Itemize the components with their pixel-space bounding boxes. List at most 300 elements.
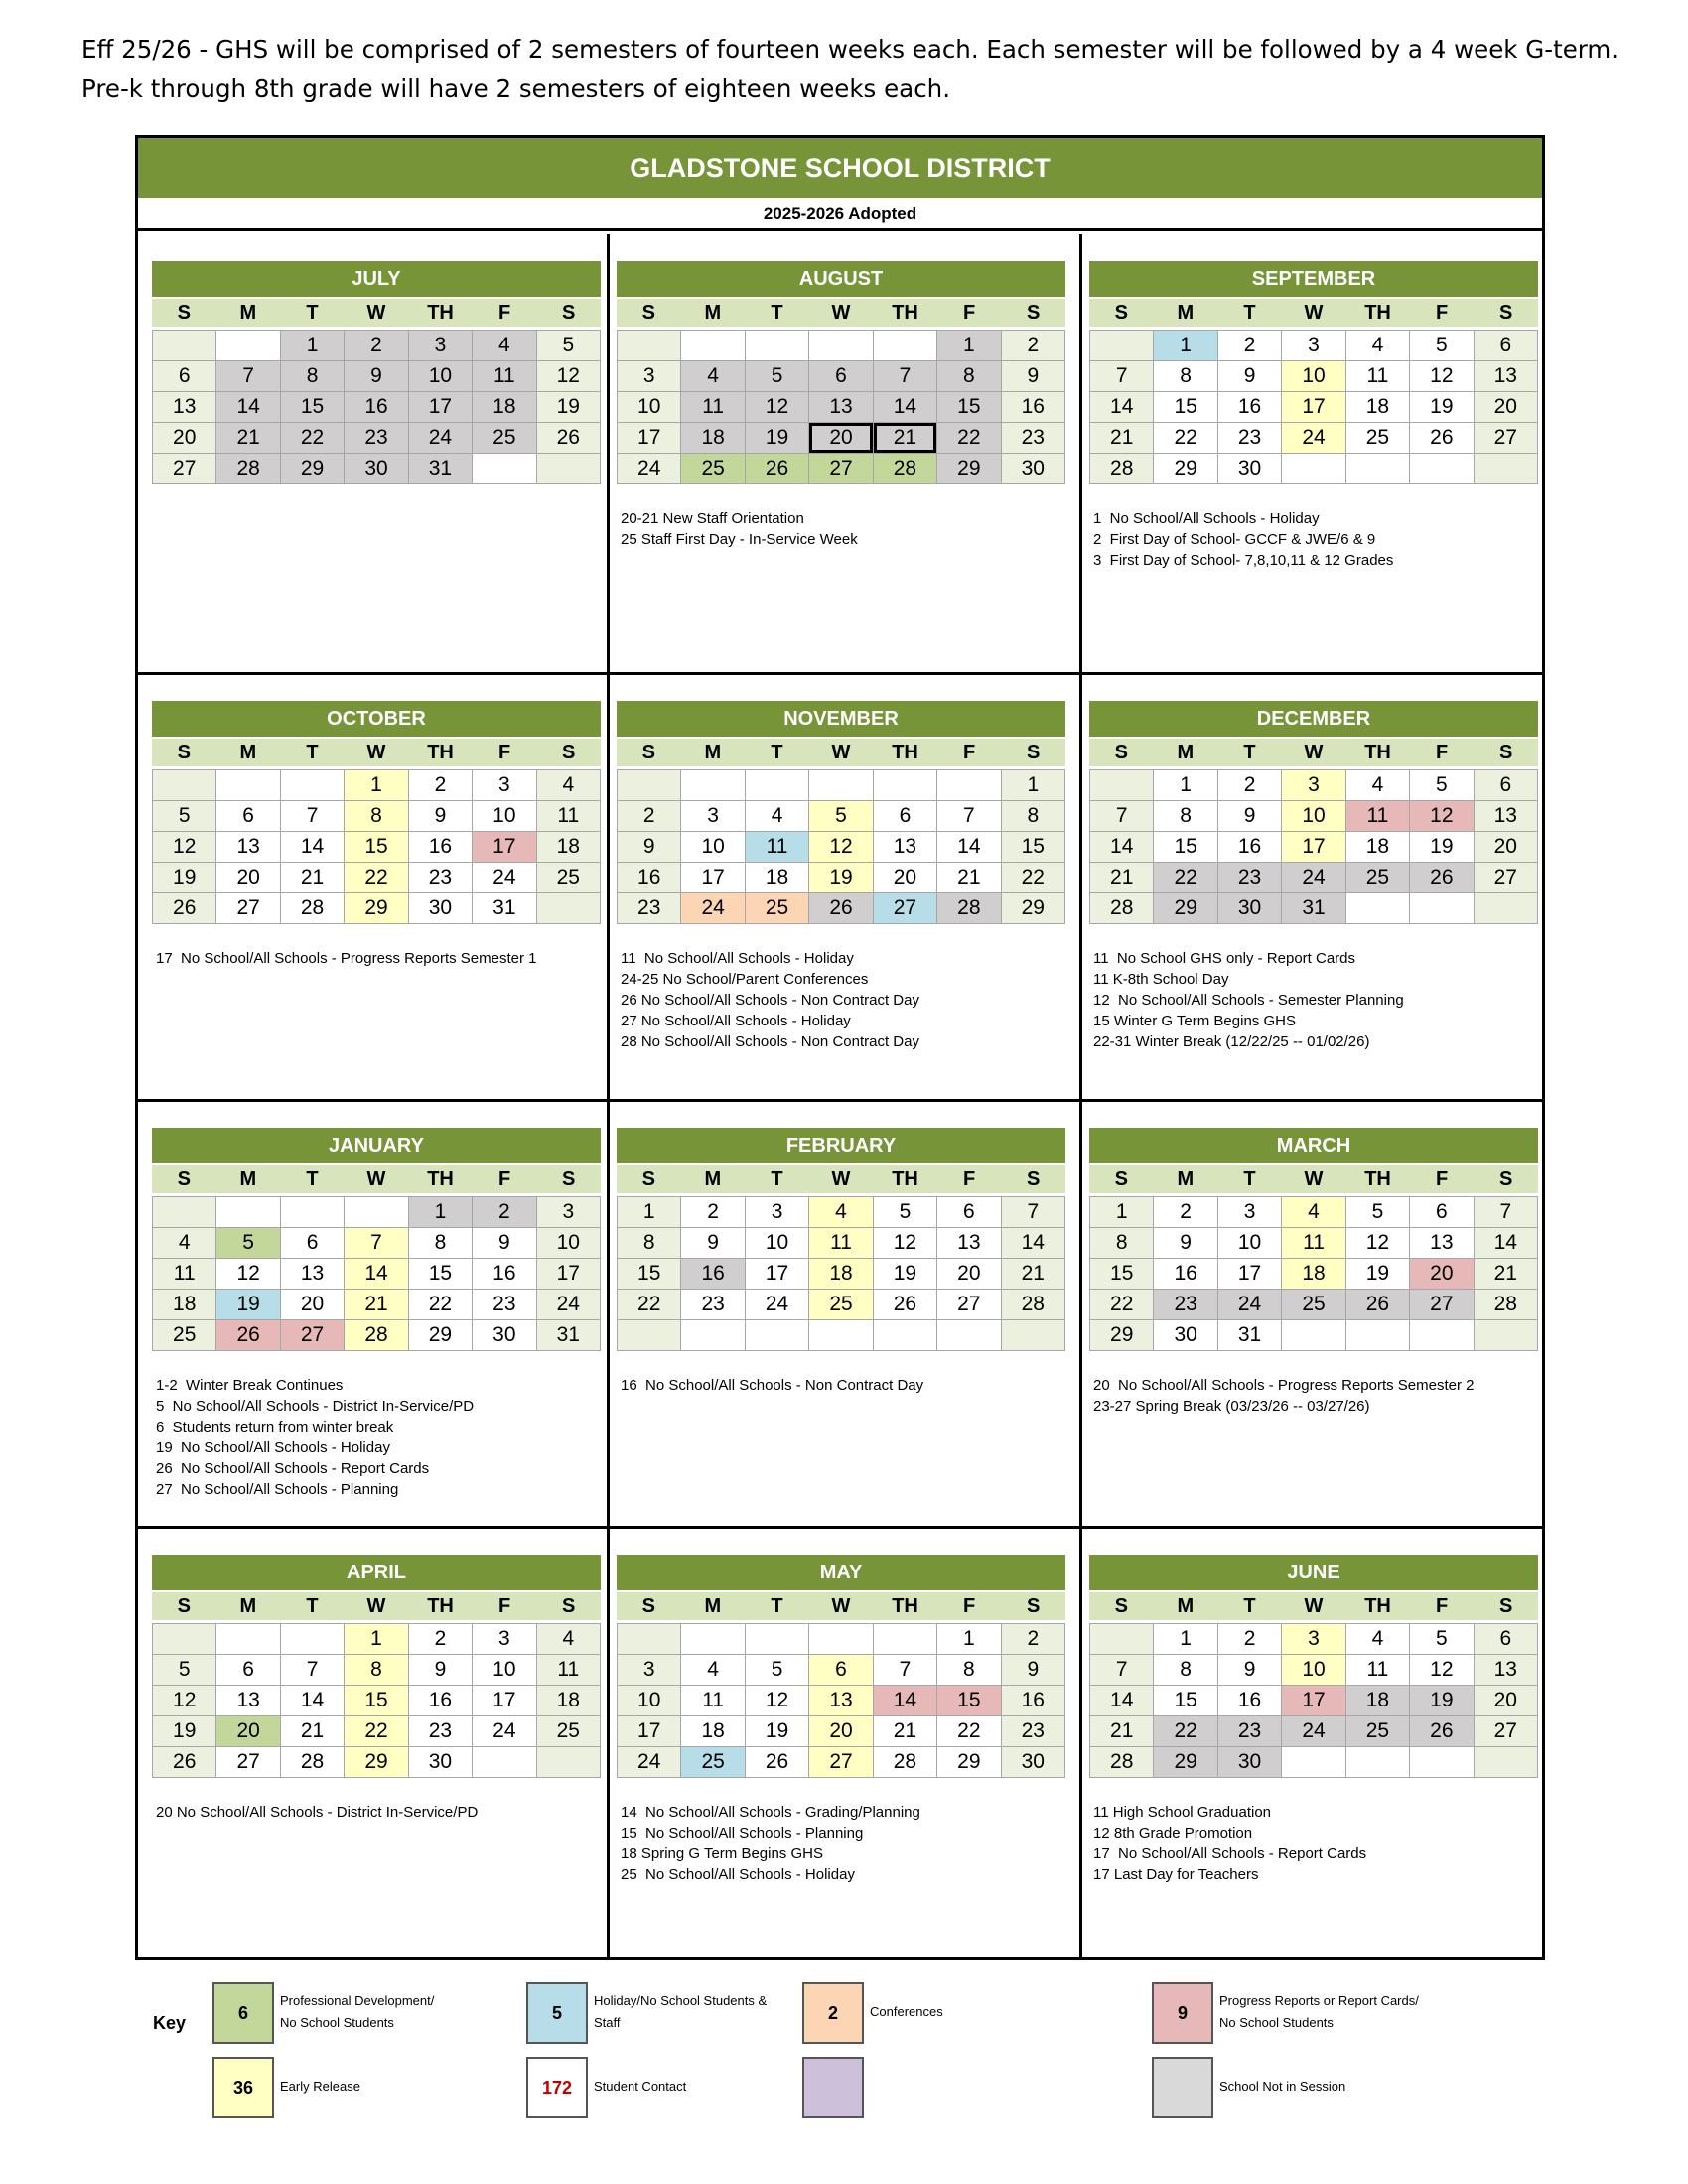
empty-day-cell [473, 1747, 536, 1778]
day-cell: 15 [1154, 1686, 1217, 1716]
day-cell: 15 [1002, 832, 1065, 863]
day-cell: 25 [153, 1320, 216, 1351]
day-cell: 10 [409, 361, 473, 392]
day-cell: 7 [281, 801, 345, 832]
empty-day-cell [153, 1624, 216, 1655]
weekday-label: S [1499, 1594, 1513, 1617]
empty-day-cell [874, 770, 937, 801]
key-label: Key [153, 2013, 187, 2033]
empty-day-cell [216, 770, 280, 801]
day-cell: 24 [537, 1290, 601, 1320]
day-cell: 28 [937, 893, 1001, 924]
day-cell: 28 [1090, 893, 1154, 924]
day-cell: 16 [1002, 392, 1065, 423]
day-cell: 4 [746, 801, 809, 832]
day-cell: 24 [473, 1716, 536, 1747]
day-cell: 23 [1218, 423, 1282, 454]
legend-swatch: 2 [802, 1982, 864, 2044]
month-note: 5 No School/All Schools - District In-Service/PD [156, 1398, 475, 1415]
day-cell: 10 [746, 1228, 809, 1259]
day-cell: 22 [1154, 1716, 1217, 1747]
day-cell: 25 [1346, 863, 1410, 893]
day-cell: 16 [1218, 832, 1282, 863]
day-cell: 18 [681, 423, 745, 454]
day-cell: 24 [681, 893, 745, 924]
weekday-label: W [831, 741, 851, 763]
day-cell: 29 [409, 1320, 473, 1351]
day-grid [617, 330, 1065, 484]
month-title: MARCH [1089, 1128, 1538, 1163]
day-cell: 27 [809, 454, 873, 484]
day-cell: 26 [1410, 863, 1474, 893]
day-cell: 23 [409, 863, 473, 893]
day-cell: 26 [809, 893, 873, 924]
weekday-label: F [498, 1594, 511, 1617]
empty-day-cell [809, 1320, 873, 1351]
empty-day-cell [681, 1320, 745, 1351]
day-cell: 10 [537, 1228, 601, 1259]
weekday-label: T [771, 1167, 783, 1190]
month-notes [152, 948, 601, 969]
day-cell: 12 [746, 392, 809, 423]
weekday-header [617, 297, 1065, 327]
day-cell: 5 [874, 1197, 937, 1228]
day-cell: 19 [1410, 832, 1474, 863]
weekday-label: S [641, 1167, 655, 1190]
month-note: 17 No School/All Schools - Report Cards [1093, 1845, 1367, 1862]
weekday-label: TH [427, 741, 454, 763]
day-cell: 29 [345, 1747, 408, 1778]
day-cell: 10 [1218, 1228, 1282, 1259]
day-cell: 19 [537, 392, 601, 423]
legend-label: Holiday/No School Students & Staff [594, 1993, 768, 2030]
day-cell: 11 [746, 832, 809, 863]
day-cell: 17 [1282, 392, 1345, 423]
day-grid [1089, 330, 1538, 484]
weekday-label: S [177, 741, 191, 763]
day-cell: 5 [1410, 770, 1474, 801]
day-cell: 7 [281, 1655, 345, 1686]
day-cell: 7 [1090, 1655, 1154, 1686]
weekday-label: M [704, 741, 722, 763]
day-cell: 21 [281, 863, 345, 893]
day-cell: 12 [537, 361, 601, 392]
day-cell: 31 [537, 1320, 601, 1351]
day-cell: 19 [874, 1259, 937, 1290]
day-cell: 7 [1090, 361, 1154, 392]
day-cell: 19 [1346, 1259, 1410, 1290]
day-cell: 7 [874, 1655, 937, 1686]
day-cell: 6 [1475, 770, 1538, 801]
day-cell: 11 [1346, 361, 1410, 392]
month-note: 26 No School/All Schools - Non Contract Day [621, 992, 919, 1009]
day-cell: 17 [1282, 832, 1345, 863]
day-cell: 25 [473, 423, 536, 454]
day-cell: 27 [809, 1747, 873, 1778]
day-cell: 6 [216, 1655, 280, 1686]
weekday-label: F [498, 301, 511, 324]
day-cell: 26 [537, 423, 601, 454]
empty-day-cell [937, 770, 1001, 801]
weekday-label: M [704, 1594, 722, 1617]
month-october [152, 701, 601, 969]
month-note: 22-31 Winter Break (12/22/25 -- 01/02/26) [1093, 1033, 1370, 1050]
weekday-label: M [239, 1594, 257, 1617]
day-cell: 12 [153, 1686, 216, 1716]
weekday-label: W [366, 741, 386, 763]
month-note: 14 No School/All Schools - Grading/Planning [621, 1804, 920, 1821]
day-cell: 13 [1410, 1228, 1474, 1259]
day-cell: 1 [409, 1197, 473, 1228]
day-cell: 18 [1346, 392, 1410, 423]
day-cell: 28 [216, 454, 280, 484]
day-cell: 2 [618, 801, 681, 832]
day-cell: 12 [809, 832, 873, 863]
day-cell: 29 [1090, 1320, 1154, 1351]
month-title: NOVEMBER [617, 701, 1065, 737]
day-cell: 30 [1002, 1747, 1065, 1778]
day-cell: 17 [473, 832, 536, 863]
day-cell: 2 [409, 1624, 473, 1655]
weekday-label: F [1436, 301, 1449, 324]
day-cell: 20 [809, 1716, 873, 1747]
day-cell: 29 [1002, 893, 1065, 924]
empty-day-cell [618, 1624, 681, 1655]
month-notes [152, 1802, 601, 1823]
day-cell: 20 [1410, 1259, 1474, 1290]
day-cell: 24 [1282, 423, 1345, 454]
calendar-frame [135, 135, 1545, 1960]
empty-day-cell [216, 331, 280, 361]
day-cell: 20 [874, 863, 937, 893]
day-cell: 19 [1410, 392, 1474, 423]
weekday-label: W [831, 1594, 851, 1617]
month-note: 6 Students return from winter break [156, 1419, 394, 1435]
day-cell: 4 [681, 1655, 745, 1686]
day-cell: 17 [618, 423, 681, 454]
day-cell: 15 [345, 1686, 408, 1716]
day-cell: 16 [1218, 1686, 1282, 1716]
day-cell: 20 [216, 863, 280, 893]
day-cell: 23 [409, 1716, 473, 1747]
day-cell: 9 [1002, 1655, 1065, 1686]
day-cell: 20 [1475, 392, 1538, 423]
legend-swatch: 9 [1152, 1982, 1213, 2044]
month-notes [1089, 508, 1538, 571]
day-cell: 21 [1090, 1716, 1154, 1747]
day-cell: 20 [1475, 832, 1538, 863]
month-note: 19 No School/All Schools - Holiday [156, 1439, 390, 1456]
day-cell: 2 [1218, 770, 1282, 801]
weekday-header [1089, 1590, 1538, 1620]
day-cell: 13 [216, 832, 280, 863]
empty-day-cell [281, 1197, 345, 1228]
month-december [1089, 701, 1538, 1052]
day-cell: 18 [681, 1716, 745, 1747]
day-cell: 12 [216, 1259, 280, 1290]
weekday-label: TH [1364, 1594, 1391, 1617]
day-cell: 13 [937, 1228, 1001, 1259]
day-cell: 7 [1090, 801, 1154, 832]
day-cell: 15 [1090, 1259, 1154, 1290]
day-cell: 1 [1154, 331, 1217, 361]
day-cell: 14 [874, 392, 937, 423]
empty-day-cell [874, 331, 937, 361]
day-cell: 4 [537, 770, 601, 801]
day-cell: 2 [681, 1197, 745, 1228]
day-cell: 25 [1346, 423, 1410, 454]
day-cell: 20 [937, 1259, 1001, 1290]
day-cell: 10 [618, 392, 681, 423]
empty-day-cell [216, 1197, 280, 1228]
empty-day-cell [153, 331, 216, 361]
weekday-header [617, 1163, 1065, 1193]
empty-day-cell [1090, 770, 1154, 801]
empty-day-cell [746, 1320, 809, 1351]
day-cell: 8 [345, 1655, 408, 1686]
empty-day-cell [746, 1624, 809, 1655]
month-title: APRIL [152, 1555, 601, 1590]
day-cell: 6 [874, 801, 937, 832]
weekday-label: T [306, 1594, 319, 1617]
day-cell: 22 [937, 423, 1001, 454]
month-notes [1089, 1375, 1538, 1417]
weekday-label: M [239, 1167, 257, 1190]
day-cell: 5 [153, 1655, 216, 1686]
legend-swatch [802, 2057, 864, 2118]
day-cell: 29 [1154, 1747, 1217, 1778]
day-cell: 28 [281, 1747, 345, 1778]
month-note: 28 No School/All Schools - Non Contract Day [621, 1033, 919, 1050]
day-cell: 31 [1218, 1320, 1282, 1351]
weekday-label: S [562, 1167, 576, 1190]
weekday-label: TH [892, 301, 918, 324]
weekday-label: F [1436, 1594, 1449, 1617]
day-cell: 14 [1090, 1686, 1154, 1716]
day-cell: 22 [1090, 1290, 1154, 1320]
weekday-label: S [1027, 301, 1041, 324]
day-cell: 27 [1410, 1290, 1474, 1320]
day-cell: 3 [409, 331, 473, 361]
month-note: 15 No School/All Schools - Planning [621, 1825, 864, 1842]
day-cell: 9 [409, 801, 473, 832]
day-cell: 26 [746, 454, 809, 484]
day-cell: 7 [1002, 1197, 1065, 1228]
legend-label: Professional Development/ No School Students [280, 1993, 435, 2030]
day-cell: 12 [1410, 801, 1474, 832]
weekday-label: F [963, 741, 976, 763]
month-april [152, 1555, 601, 1823]
day-cell: 8 [937, 361, 1001, 392]
day-cell: 23 [681, 1290, 745, 1320]
empty-day-cell [809, 1624, 873, 1655]
day-grid [1089, 1623, 1538, 1778]
month-title: JULY [152, 261, 601, 297]
month-note: 25 Staff First Day - In-Service Week [621, 531, 858, 548]
day-cell: 19 [153, 863, 216, 893]
day-cell: 18 [537, 832, 601, 863]
empty-day-cell [216, 1624, 280, 1655]
day-cell: 9 [681, 1228, 745, 1259]
empty-day-cell [537, 893, 601, 924]
day-cell: 27 [281, 1320, 345, 1351]
empty-day-cell [1282, 454, 1345, 484]
district-title: GLADSTONE SCHOOL DISTRICT [138, 138, 1542, 198]
empty-day-cell [537, 1747, 601, 1778]
day-cell: 12 [1410, 361, 1474, 392]
empty-day-cell [809, 331, 873, 361]
day-grid [152, 330, 601, 484]
day-cell: 8 [1154, 361, 1217, 392]
weekday-label: S [641, 1594, 655, 1617]
empty-day-cell [281, 770, 345, 801]
empty-day-cell [1475, 454, 1538, 484]
day-cell: 2 [1002, 1624, 1065, 1655]
day-cell: 22 [937, 1716, 1001, 1747]
day-cell: 16 [1002, 1686, 1065, 1716]
day-cell: 22 [345, 1716, 408, 1747]
day-cell: 9 [1218, 361, 1282, 392]
day-cell: 21 [1090, 863, 1154, 893]
day-cell: 1 [345, 1624, 408, 1655]
intro-line-1: Eff 25/26 - GHS will be comprised of 2 semesters of fourteen weeks each. Each semester will be followed by a 4 week G-term. [81, 35, 1619, 64]
day-cell: 13 [1475, 1655, 1538, 1686]
day-cell: 9 [345, 361, 408, 392]
day-cell: 15 [1154, 832, 1217, 863]
day-cell: 6 [216, 801, 280, 832]
day-cell: 24 [473, 863, 536, 893]
month-note: 27 No School/All Schools - Holiday [621, 1013, 851, 1029]
month-note: 15 Winter G Term Begins GHS [1093, 1013, 1296, 1029]
day-cell: 2 [1002, 331, 1065, 361]
month-notes [617, 1375, 1065, 1396]
day-cell: 11 [473, 361, 536, 392]
day-cell: 1 [937, 331, 1001, 361]
column-divider [607, 234, 610, 1957]
day-cell: 16 [409, 1686, 473, 1716]
day-cell: 15 [937, 392, 1001, 423]
day-cell: 23 [1218, 863, 1282, 893]
day-cell: 22 [1154, 863, 1217, 893]
day-cell: 21 [345, 1290, 408, 1320]
day-cell: 28 [1002, 1290, 1065, 1320]
day-cell: 11 [1282, 1228, 1345, 1259]
day-cell: 31 [473, 893, 536, 924]
calendar-subtitle: 2025-2026 Adopted [138, 198, 1542, 231]
day-cell: 18 [1346, 832, 1410, 863]
day-cell: 23 [473, 1290, 536, 1320]
month-note: 23-27 Spring Break (03/23/26 -- 03/27/26) [1093, 1398, 1370, 1415]
weekday-label: TH [892, 741, 918, 763]
day-cell: 6 [809, 1655, 873, 1686]
weekday-label: T [771, 741, 783, 763]
empty-day-cell [681, 1624, 745, 1655]
day-cell: 30 [1218, 893, 1282, 924]
day-cell: 1 [345, 770, 408, 801]
day-cell: 18 [1282, 1259, 1345, 1290]
month-title: MAY [617, 1555, 1065, 1590]
weekday-header [152, 1163, 601, 1193]
empty-day-cell [1346, 1747, 1410, 1778]
day-cell: 14 [937, 832, 1001, 863]
empty-day-cell [1410, 1320, 1474, 1351]
weekday-label: F [498, 1167, 511, 1190]
month-note: 24-25 No School/Parent Conferences [621, 971, 869, 988]
day-cell: 25 [681, 454, 745, 484]
empty-day-cell [153, 770, 216, 801]
day-cell: 20 [1475, 1686, 1538, 1716]
day-cell: 22 [345, 863, 408, 893]
day-cell: 4 [1282, 1197, 1345, 1228]
day-cell: 8 [1154, 1655, 1217, 1686]
weekday-label: T [1243, 741, 1256, 763]
day-cell: 3 [681, 801, 745, 832]
day-cell: 4 [681, 361, 745, 392]
empty-day-cell [1282, 1320, 1345, 1351]
month-title: SEPTEMBER [1089, 261, 1538, 297]
month-title: JUNE [1089, 1555, 1538, 1590]
weekday-label: S [1114, 301, 1128, 324]
day-cell: 20 [153, 423, 216, 454]
day-cell: 29 [1154, 454, 1217, 484]
day-cell: 7 [216, 361, 280, 392]
day-cell: 19 [216, 1290, 280, 1320]
empty-day-cell [618, 1320, 681, 1351]
weekday-header [1089, 737, 1538, 766]
month-july [152, 261, 601, 508]
day-cell: 26 [874, 1290, 937, 1320]
weekday-label: TH [1364, 301, 1391, 324]
weekday-label: S [1114, 1594, 1128, 1617]
row-divider [138, 672, 1542, 675]
day-cell: 4 [537, 1624, 601, 1655]
day-cell: 5 [537, 331, 601, 361]
weekday-label: F [1436, 741, 1449, 763]
day-cell: 12 [746, 1686, 809, 1716]
day-cell: 14 [874, 1686, 937, 1716]
empty-day-cell [1346, 893, 1410, 924]
legend-label: School Not in Session [1219, 2079, 1346, 2094]
weekday-label: M [1177, 301, 1195, 324]
month-title: JANUARY [152, 1128, 601, 1163]
day-cell: 30 [409, 1747, 473, 1778]
day-cell: 27 [874, 893, 937, 924]
weekday-label: TH [427, 301, 454, 324]
day-cell: 22 [409, 1290, 473, 1320]
day-cell: 29 [937, 1747, 1001, 1778]
day-cell: 6 [1475, 331, 1538, 361]
weekday-label: S [1499, 1167, 1513, 1190]
weekday-label: T [1243, 1594, 1256, 1617]
day-cell: 12 [1410, 1655, 1474, 1686]
weekday-label: S [177, 1167, 191, 1190]
day-cell: 13 [153, 392, 216, 423]
weekday-header [1089, 1163, 1538, 1193]
weekday-label: S [641, 741, 655, 763]
day-cell: 9 [409, 1655, 473, 1686]
day-cell: 3 [1282, 770, 1345, 801]
weekday-label: F [1436, 1167, 1449, 1190]
day-cell: 3 [1282, 1624, 1345, 1655]
day-cell: 17 [1218, 1259, 1282, 1290]
day-cell: 25 [1282, 1290, 1345, 1320]
weekday-label: S [177, 1594, 191, 1617]
weekday-header [152, 1590, 601, 1620]
day-cell: 13 [281, 1259, 345, 1290]
month-note: 20 No School/All Schools - Progress Reports Semester 2 [1093, 1377, 1475, 1394]
day-cell: 13 [809, 392, 873, 423]
empty-day-cell [1410, 454, 1474, 484]
